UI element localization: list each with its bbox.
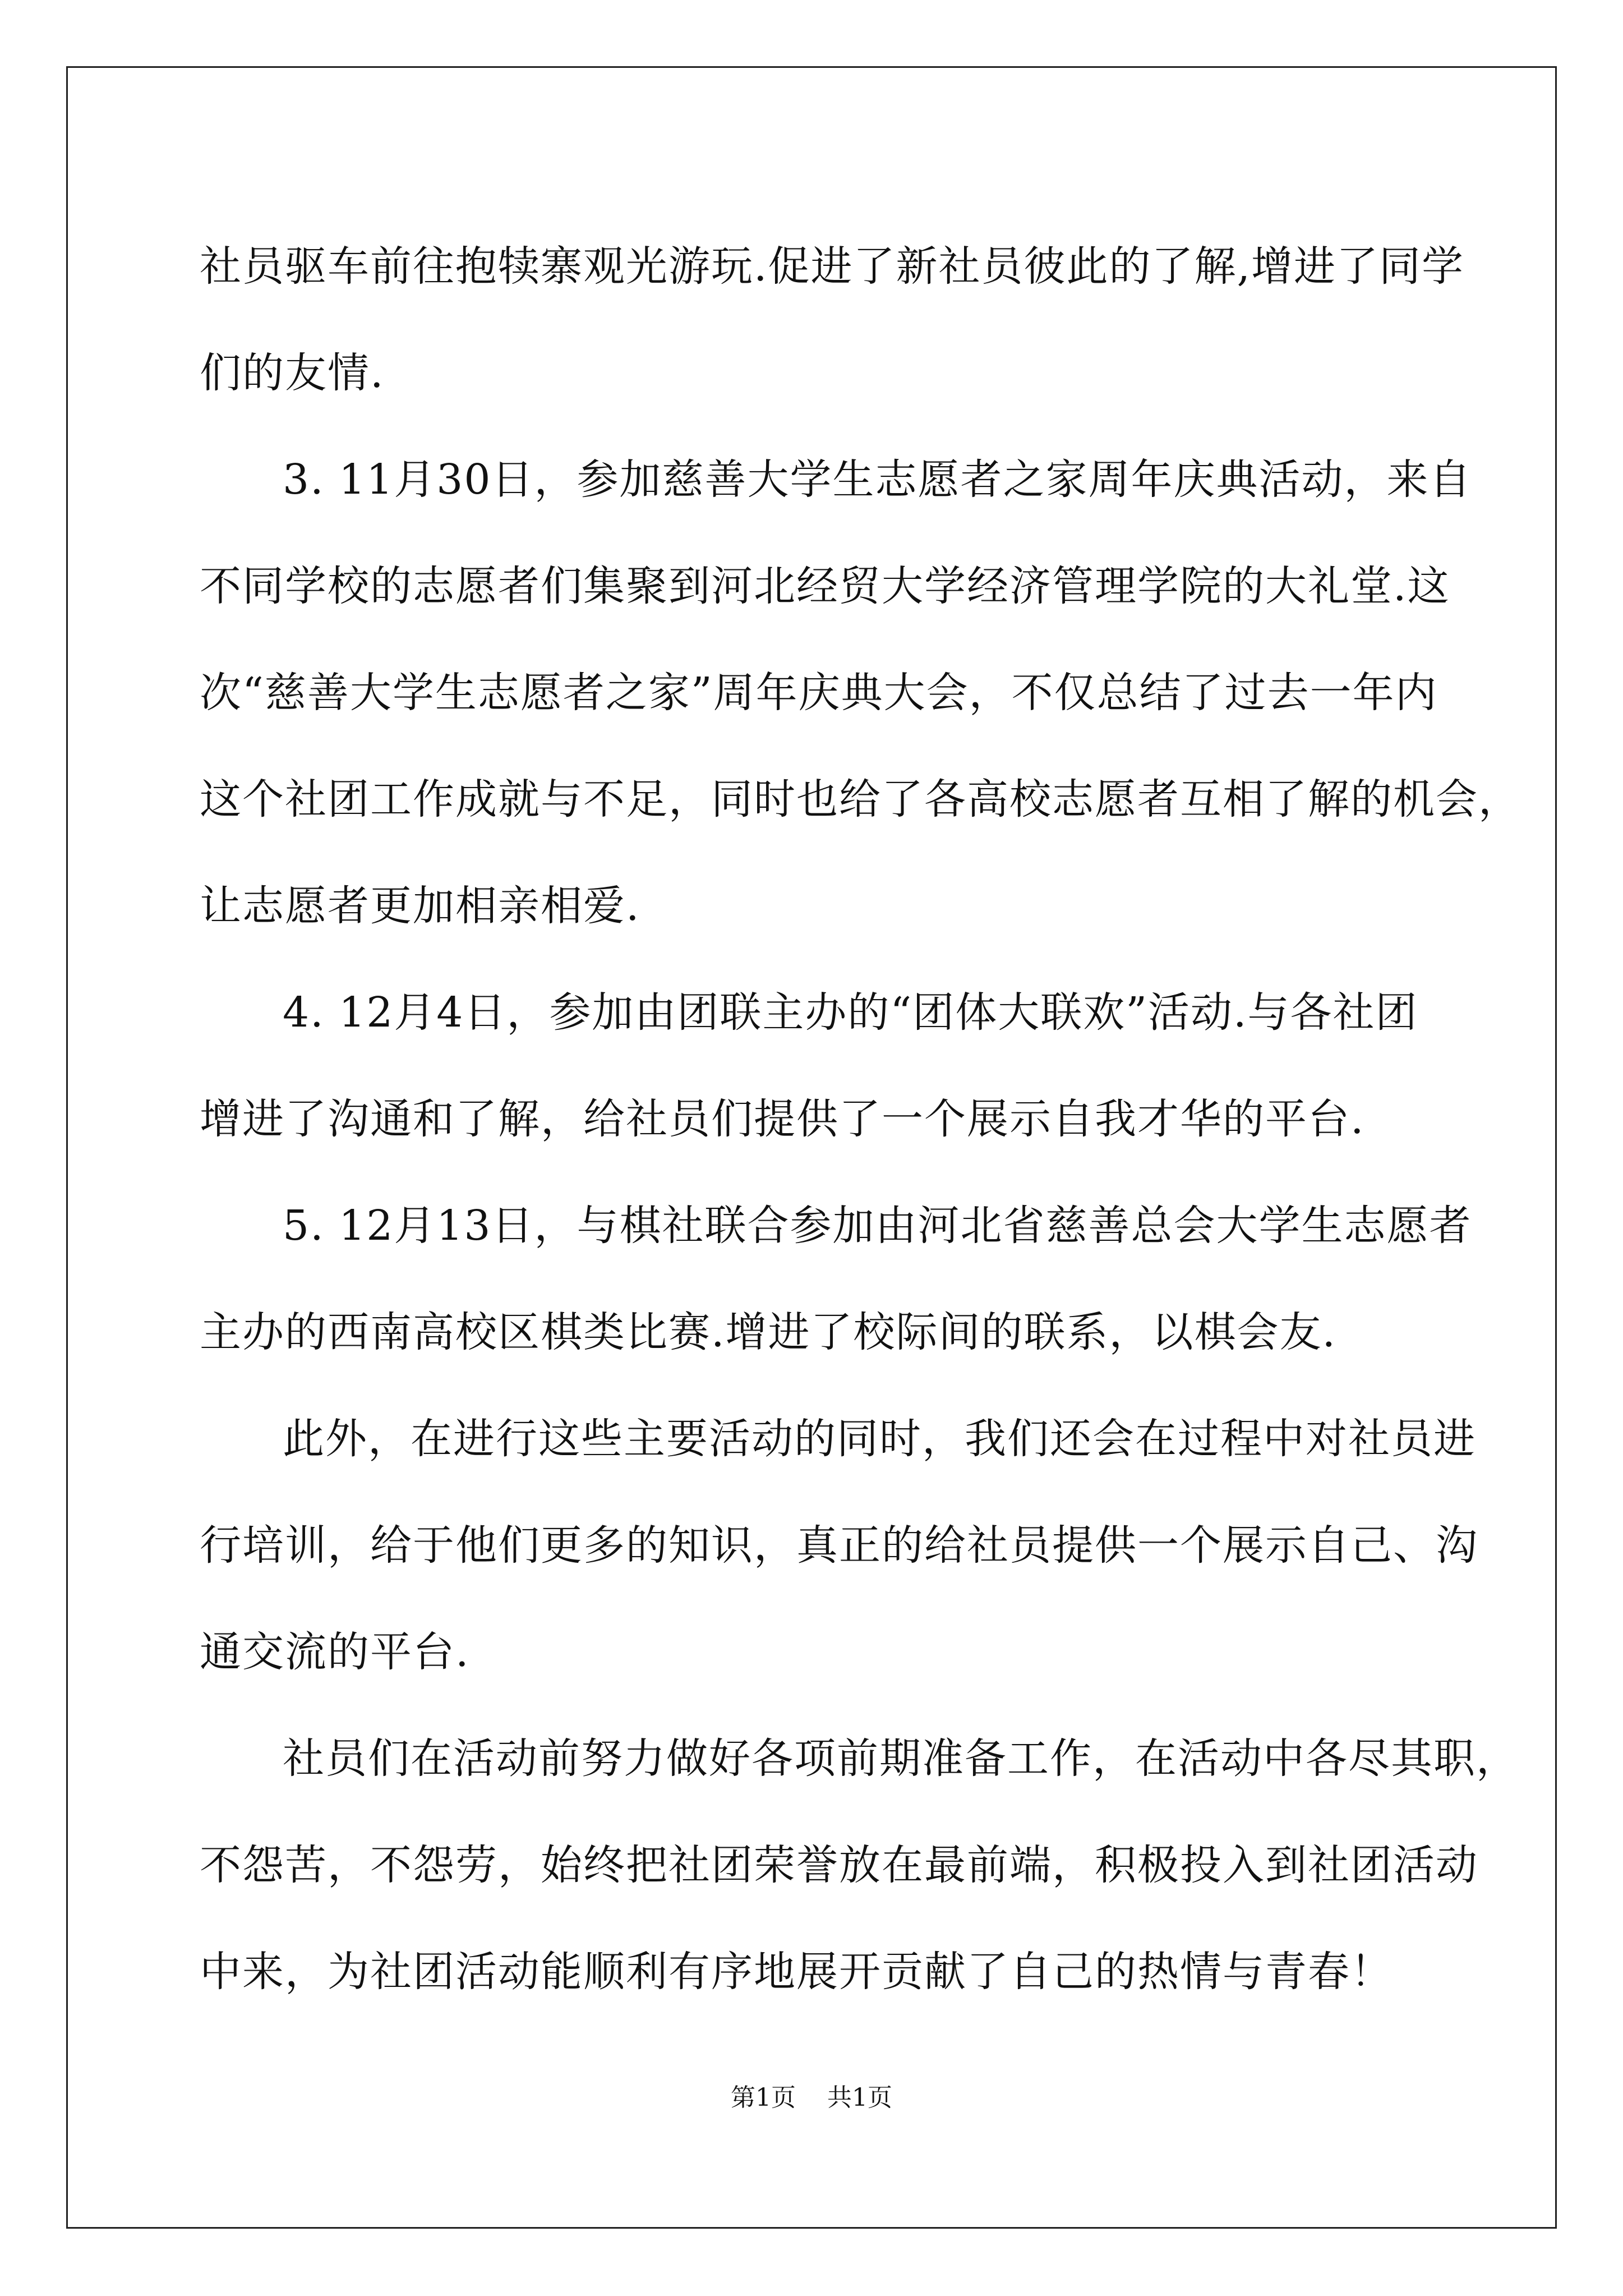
text-line: 5. 12月13日，与棋社联合参加由河北省慈善总会大学生志愿者: [283, 1202, 1472, 1250]
document-body: [200, 213, 1521, 2025]
page-number-total: 共1页: [827, 2083, 892, 2112]
page-footer: [0, 2081, 1623, 2115]
text-line: 让志愿者更加相亲相爱.: [200, 882, 640, 930]
text-line: 次“慈善大学生志愿者之家”周年庆典大会，不仅总结了过去一年内: [200, 669, 1438, 717]
page-number-current: 第1页: [731, 2083, 796, 2112]
text-line: 此外，在进行这些主要活动的同时，我们还会在过程中对社员进: [283, 1415, 1476, 1463]
text-line: 社员们在活动前努力做好各项前期准备工作，在活动中各尽其职，: [283, 1734, 1519, 1783]
text-line: 社员驱车前往抱犊寨观光游玩.促进了新社员彼此的了解,增进了同学: [200, 242, 1465, 291]
text-line: 不同学校的志愿者们集聚到河北经贸大学经济管理学院的大礼堂.这: [200, 562, 1450, 610]
text-line: 增进了沟通和了解，给社员们提供了一个展示自我才华的平台.: [200, 1095, 1365, 1143]
text-line: 4. 12月4日，参加由团联主办的“团体大联欢”活动.与各社团: [283, 988, 1418, 1037]
text-line: 这个社团工作成就与不足，同时也给了各高校志愿者互相了解的机会，: [200, 775, 1521, 823]
text-line: 行培训，给于他们更多的知识，真正的给社员提供一个展示自己、沟: [200, 1521, 1478, 1570]
text-line: 3. 11月30日，参加慈善大学生志愿者之家周年庆典活动，来自: [283, 455, 1472, 504]
text-line: 中来，为社团活动能顺利有序地展开贡献了自己的热情与青春！: [200, 1948, 1393, 1996]
text-line: 们的友情.: [200, 349, 385, 397]
text-line: 通交流的平台.: [200, 1628, 470, 1676]
text-line: 不怨苦，不怨劳，始终把社团荣誉放在最前端，积极投入到社团活动: [200, 1841, 1478, 1889]
text-line: 主办的西南高校区棋类比赛.增进了校际间的联系，以棋会友.: [200, 1308, 1337, 1356]
